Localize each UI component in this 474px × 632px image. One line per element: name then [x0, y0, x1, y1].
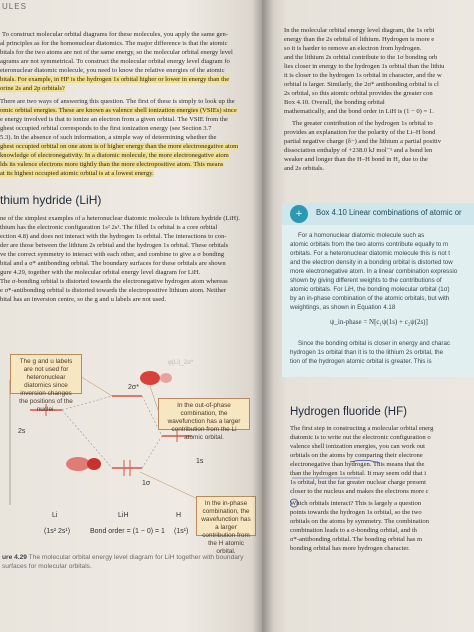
- mo-energy-diagram: [0, 340, 262, 555]
- text-line: it is closer to the hydrogen 1s orbital in character, and the w: [284, 72, 442, 79]
- figure-caption-text: The molecular orbital energy level diagram for LiH together with boundary surfaces for molecular orbitals.: [2, 554, 244, 570]
- text-line: The first step in constructing a molecular orbital energ: [290, 425, 434, 432]
- text-line: partial negative charge (δ−) and the lithium a partial positiv: [284, 138, 442, 145]
- text-line: combination leads to a σ-bonding orbital, and th: [290, 527, 417, 534]
- box-line: weightings, as shown in Equation 4.18: [290, 304, 396, 311]
- text-line: ne of the simplest examples of a heteronuclear diatomic molecule is lithium hydride (LiH).: [0, 215, 240, 222]
- box-line: orbitals. For a heteronuclear diatomic molecule this is not t: [290, 250, 450, 257]
- text-line: al principles as for the homonuclear diatomics. The major difference is that the atomic: [0, 40, 228, 47]
- text-line: ve the correct symmetry to interact with each other, and combine to give a σ bonding: [0, 251, 225, 258]
- text-line: valence shell ionization energies, you can work out: [290, 443, 426, 450]
- text-line: 5.3). In the absence of such information, a simple way of determining whether the: [0, 134, 217, 141]
- equation-4-18: ψ_in-phase = N[c₁ψ(1s) + c₂ψ(2s)]: [330, 318, 428, 326]
- text-line: The greater contribution of the hydrogen 1s orbital to: [292, 120, 433, 127]
- label-li-2s: 2s: [18, 428, 26, 435]
- text-line: ghest occupied orbital corresponds to the first ionization energy (see Section 3.7: [0, 125, 212, 132]
- connector-line: [142, 436, 162, 468]
- text-line: 1s orbital, but the far greater nuclear charge present: [290, 479, 426, 486]
- text-line: provides an explanation for the polarity of the Li–H bond: [284, 129, 436, 136]
- text-line: 2s orbital, so this atomic orbital provides the greater con: [284, 90, 433, 97]
- box-line: Since the bonding orbital is closer in energy and charac: [298, 340, 451, 347]
- callout-in-phase: In the in-phase combination, the wavefunction has a larger contribution from the H atomic orbital.: [196, 496, 256, 536]
- text-line: orbitals on the atoms by symmetry. The combination: [290, 518, 429, 525]
- label-lih: LiH: [118, 512, 129, 519]
- text-line: der are those between the lithium 2s orbital and the hydrogen 1s orbital. These orbitals: [0, 242, 229, 249]
- text-line: e σ*-antibonding orbital is distorted towards the electropositive lithium atom. Neither: [0, 287, 227, 294]
- box-line: by an in-phase combination of the atomic orbitals, but with: [290, 295, 450, 302]
- box-title: Box 4.10 Linear combinations of atomic or: [316, 208, 462, 217]
- figure-number: ure 4.29: [2, 554, 27, 561]
- highlighted-text: orine 2s and 2p orbitals?: [0, 85, 65, 92]
- box-line: For a homonuclear diatomic molecule such as: [298, 232, 425, 239]
- highlighted-text: knowledge of electronegativity. In a diatomic molecule, the more electronegative atom: [0, 152, 229, 159]
- callout-gu-labels: The g and u labels are not used for heteronuclear diatomics since inversion changes the positions of the nuclei.: [10, 354, 82, 394]
- label-li: Li: [52, 512, 58, 519]
- text-line: energy than the 2s orbital of lithium. Hydrogen is more e: [284, 36, 435, 43]
- section-title-lih: thium hydride (LiH): [0, 193, 102, 207]
- box-line: and the electron density in a bonding orbital is distorted tow: [290, 259, 453, 266]
- text-line: mathematically, and the bond order in LiH is (1 − 0) = 1.: [284, 108, 434, 115]
- text-line: electronegative than hydrogen. This means that the: [290, 461, 425, 468]
- config-h: (1s¹): [174, 528, 189, 535]
- text-line: thium has the electronic configuration 1s² 2s¹. The filled 1s orbital is a core orbital: [0, 224, 218, 231]
- pen-underline: [350, 460, 380, 463]
- text-line: Box 4.10. Overall, the bonding orbital: [284, 99, 385, 106]
- text-line: orbital is larger. Similarly, the 2σ* antibonding orbital is cl: [284, 81, 439, 88]
- highlighted-text: omic orbital energies. These are known as valence shell ionization energies (VSIEs) since: [0, 107, 237, 114]
- text-line-highlighted: [0, 169, 252, 179]
- box-line: shown by giving different weights to the contributions of: [290, 277, 442, 284]
- figure-caption: [2, 553, 258, 571]
- box-header: [282, 203, 474, 225]
- text-line: e energy involved is that to ionize an electron from a given orbital. The VSIE from the: [0, 116, 228, 123]
- text-line: bital has an inversion centre, so the g and u labels are not used.: [0, 296, 167, 303]
- text-line: than the hydrogen 1s orbital. It may seem odd that i: [290, 470, 427, 477]
- highlighted-text: lds its valence electrons more tightly than the more electropositive atom. This means: [0, 161, 224, 168]
- text-line: so it is harder to remove an electron from hydrogen.: [284, 45, 422, 52]
- box-line: atomic orbitals from the two atoms contribute equally to m: [290, 241, 449, 248]
- text-line: Which orbitals interact? This is largely a question: [290, 500, 422, 507]
- h-lobe-sigma: [87, 458, 101, 470]
- text-line: There are two ways of answering this question. The first of these is simply to look up the: [0, 98, 235, 105]
- text-line: bitals for the two atoms are not of the same energy, so the molecular orbital energy level: [0, 49, 233, 56]
- faint-orbital-label: φ(Li)_2σ*: [168, 360, 194, 366]
- label-h: H: [176, 512, 182, 519]
- plus-icon: +: [290, 205, 308, 223]
- text-line: agrams are not symmetrical. To construct the molecular orbital energy level diagram fo: [0, 58, 230, 65]
- book-gutter: [252, 0, 274, 632]
- text-line: In the molecular orbital energy level diagram, the 1s orbi: [284, 27, 435, 34]
- label-sigma: 1σ: [142, 480, 151, 487]
- box-line: atomic orbitals. For LiH, the bonding molecular orbital (1σ): [290, 286, 450, 293]
- text-line: ection 4.8) and does not interact with the hydrogen 1s orbital. The interactions to con-: [0, 233, 227, 240]
- text-line: weaker and longer than the H–H bond in H₂ due to the: [284, 156, 428, 163]
- text-line: bonding orbital has more hydrogen character.: [290, 545, 410, 552]
- text-line: and the lithium 2s orbital contribute to the 1σ bonding orb: [284, 54, 438, 61]
- text-line: gure 4.29, together with the molecular orbital energy level diagram for LiH.: [0, 269, 201, 276]
- text-line: orbitals on the atoms by comparing their electrone: [290, 452, 423, 459]
- text-line: diatomic is to write out the electronic configuration o: [290, 434, 431, 441]
- text-line: lies closer in energy to the hydrogen 1s orbital than the lithiu: [284, 63, 445, 70]
- li-lobe-sigma-star: [140, 371, 160, 385]
- label-h-1s: 1s: [196, 458, 204, 465]
- running-head: ULES: [2, 2, 27, 11]
- text-line: To construct molecular orbital diagrams for these molecules, you apply the same gen-: [2, 31, 229, 38]
- text-line: σ*-antibonding orbital. The bonding orbital has m: [290, 536, 423, 543]
- li-lobe-sigma: [66, 457, 90, 471]
- highlighted-text: bitals. For example, in HF is the hydrogen 1s orbital higher or lower in energy than the: [0, 76, 230, 83]
- box-line: tion of the hydrogen atomic orbital is greater. This is: [290, 358, 432, 365]
- text-line: dissociation enthalpy of +238.0 kJ mol⁻¹ and a bond len: [284, 147, 433, 154]
- config-li: (1s² 2s¹): [44, 528, 71, 535]
- text-line: points towards the hydrogen 1s orbital, so the two: [290, 509, 422, 516]
- pen-annotations: [290, 455, 470, 515]
- highlighted-text: at its highest occupied atomic orbital is at a lowest energy.: [0, 170, 154, 177]
- callout-leader: [150, 386, 158, 410]
- text-line: closer to the nucleus and makes the electrons more c: [290, 488, 429, 495]
- callout-out-of-phase: In the out-of-phase combination, the wavefunction has a larger contribution from the Li atomic orbital.: [158, 398, 250, 430]
- section-title-hf: Hydrogen fluoride (HF): [290, 406, 407, 418]
- text-line: eteronuclear diatomic molecule, you need to know the relative energies of the atomic: [0, 67, 225, 74]
- box-line: hydrogen 1s orbital than it is to the lithium 2s orbital, the: [290, 349, 444, 356]
- pen-circle: [290, 499, 298, 507]
- text-line: The σ-bonding orbital is distorted towards the electronegative hydrogen atom whereas: [0, 278, 228, 285]
- text-line-highlighted: [0, 84, 252, 94]
- label-sigma-star: 2σ*: [128, 384, 139, 391]
- h-lobe-sigma-star: [160, 373, 172, 383]
- box-line: more electronegative atom. In a linear combination expressio: [290, 268, 458, 275]
- text-line: bital and a σ* antibonding orbital. The boundary surfaces for these orbitals are shown: [0, 260, 226, 267]
- bond-order: Bond order = (1 − 0) = 1: [90, 528, 165, 535]
- highlighted-text: ghest occupied orbital on one atom is of higher energy than the more electronegative atom: [0, 143, 239, 150]
- text-line: and 2s orbitals.: [284, 165, 325, 172]
